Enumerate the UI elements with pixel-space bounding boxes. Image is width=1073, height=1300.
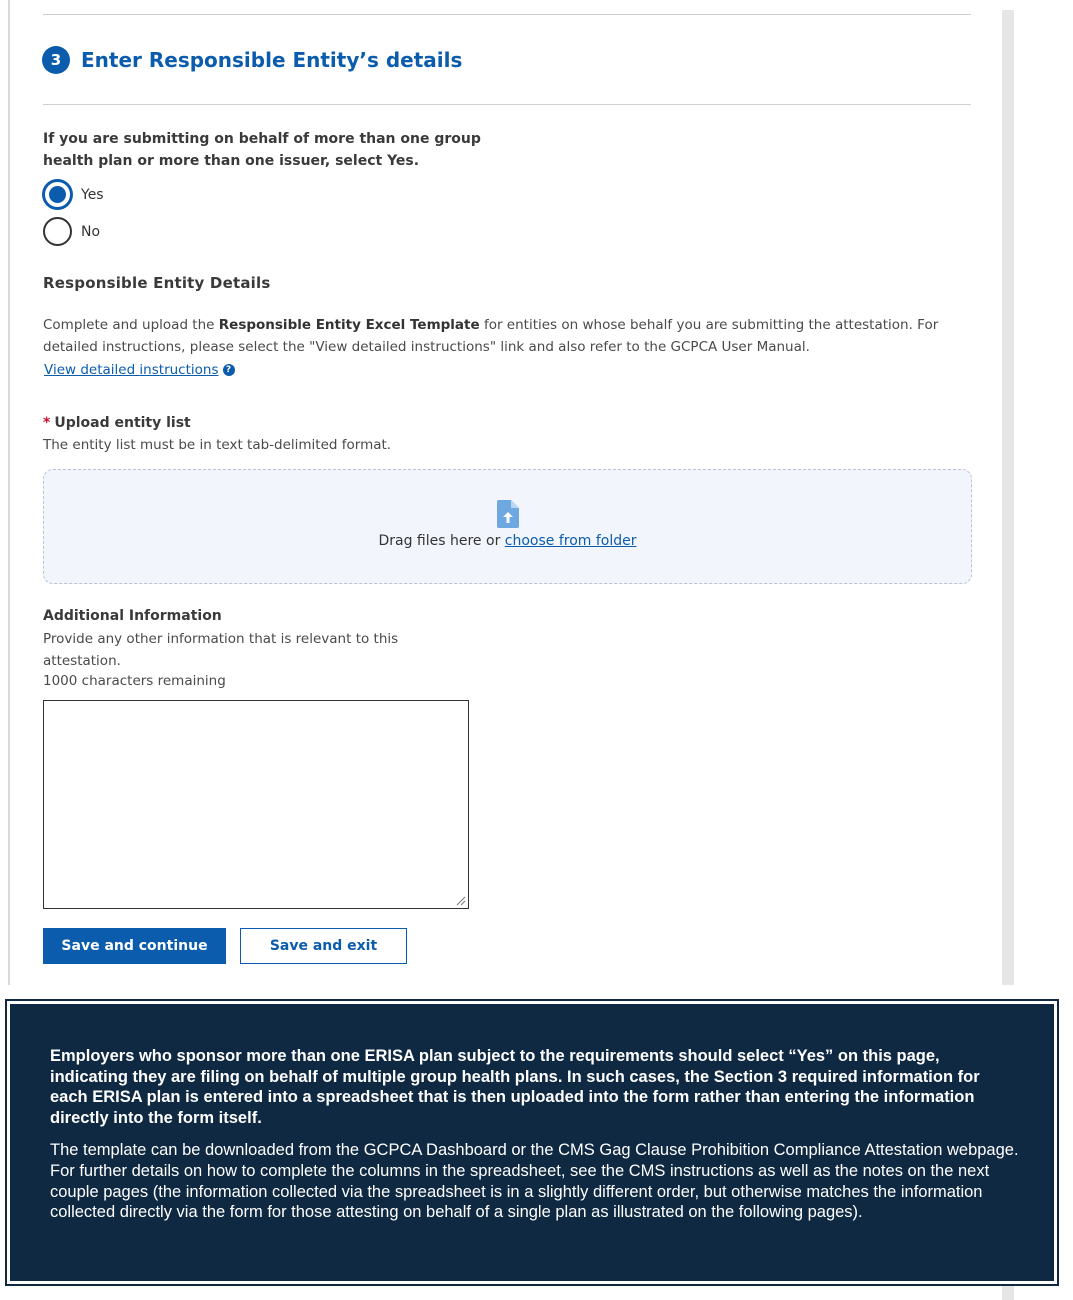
choose-from-folder-link[interactable]: choose from folder bbox=[504, 533, 637, 549]
additional-info-textarea[interactable] bbox=[43, 700, 469, 909]
radio-no-label[interactable]: No bbox=[81, 223, 101, 240]
note-content bbox=[50, 1046, 1020, 1223]
instructions-link-row[interactable] bbox=[44, 362, 235, 378]
resize-grip-icon[interactable] bbox=[455, 895, 466, 906]
radio-option-yes[interactable] bbox=[43, 180, 104, 209]
save-and-exit-button[interactable]: Save and exit bbox=[240, 928, 407, 964]
radio-option-no[interactable] bbox=[43, 217, 100, 246]
explanatory-note-box bbox=[7, 1001, 1057, 1284]
section-divider bbox=[43, 104, 971, 105]
responsible-entity-description bbox=[43, 314, 963, 358]
section-header bbox=[42, 46, 462, 74]
step-number-badge: 3 bbox=[42, 46, 70, 74]
desc-prefix: Complete and upload the bbox=[43, 317, 219, 333]
top-divider bbox=[43, 14, 971, 15]
additional-info-label: Additional Information bbox=[43, 608, 222, 624]
required-marker: * bbox=[43, 415, 51, 431]
file-upload-icon bbox=[497, 500, 519, 528]
radio-yes-label[interactable]: Yes bbox=[81, 186, 104, 203]
radio-yes[interactable] bbox=[43, 180, 72, 209]
view-instructions-link[interactable]: View detailed instructions bbox=[44, 362, 219, 378]
radio-no[interactable] bbox=[43, 217, 72, 246]
file-dropzone[interactable] bbox=[43, 469, 972, 584]
desc-suffix: for entities on whose behalf you are submitting the attestation. For detailed instructions, please select the "View detailed instructions" link and also refer to the GCPCA User Manual. bbox=[43, 317, 939, 355]
upload-hint: The entity list must be in text tab-delimited format. bbox=[43, 437, 392, 453]
drop-instructions bbox=[44, 533, 971, 549]
additional-info-hint: Provide any other information that is relevant to this attestation. bbox=[43, 631, 399, 669]
responsible-entity-heading: Responsible Entity Details bbox=[43, 274, 271, 292]
upload-entity-label bbox=[43, 415, 191, 431]
vertical-scrollbar-lower[interactable] bbox=[1002, 1285, 1014, 1300]
note-bold-paragraph: Employers who sponsor more than one ERISA plan subject to the requirements should select “Yes” on this page, indicating they are filing on behalf of multiple group health plans. In such cases, the Section 3 required information for each ERISA plan is entered into a spreadsheet that is then uploaded into the form rather than entering the information directly into the form itself. bbox=[50, 1047, 980, 1127]
upload-label-text: Upload entity list bbox=[54, 415, 191, 431]
drop-text: Drag files here or bbox=[378, 533, 505, 549]
desc-template-name: Responsible Entity Excel Template bbox=[218, 317, 480, 333]
note-plain-paragraph: The template can be downloaded from the GCPCA Dashboard or the CMS Gag Clause Prohibition Compliance Attestation webpage. For further details on how to complete the columns in the spreadsheet, see the CMS instructions as well as the notes on the next couple pages (the information collected via the spreadsheet is in a slightly different order, but otherwise matches the information collected directly via the form for those attesting on behalf of a single plan as illustrated on the following pages). bbox=[50, 1141, 1019, 1222]
characters-remaining: 1000 characters remaining bbox=[43, 673, 226, 689]
info-icon[interactable]: ? bbox=[223, 364, 235, 376]
section-title: Enter Responsible Entity’s details bbox=[81, 48, 463, 72]
save-and-continue-button[interactable]: Save and continue bbox=[43, 928, 226, 964]
multiple-plans-question: If you are submitting on behalf of more than one group health plan or more than one issuer, select Yes. bbox=[43, 131, 481, 169]
